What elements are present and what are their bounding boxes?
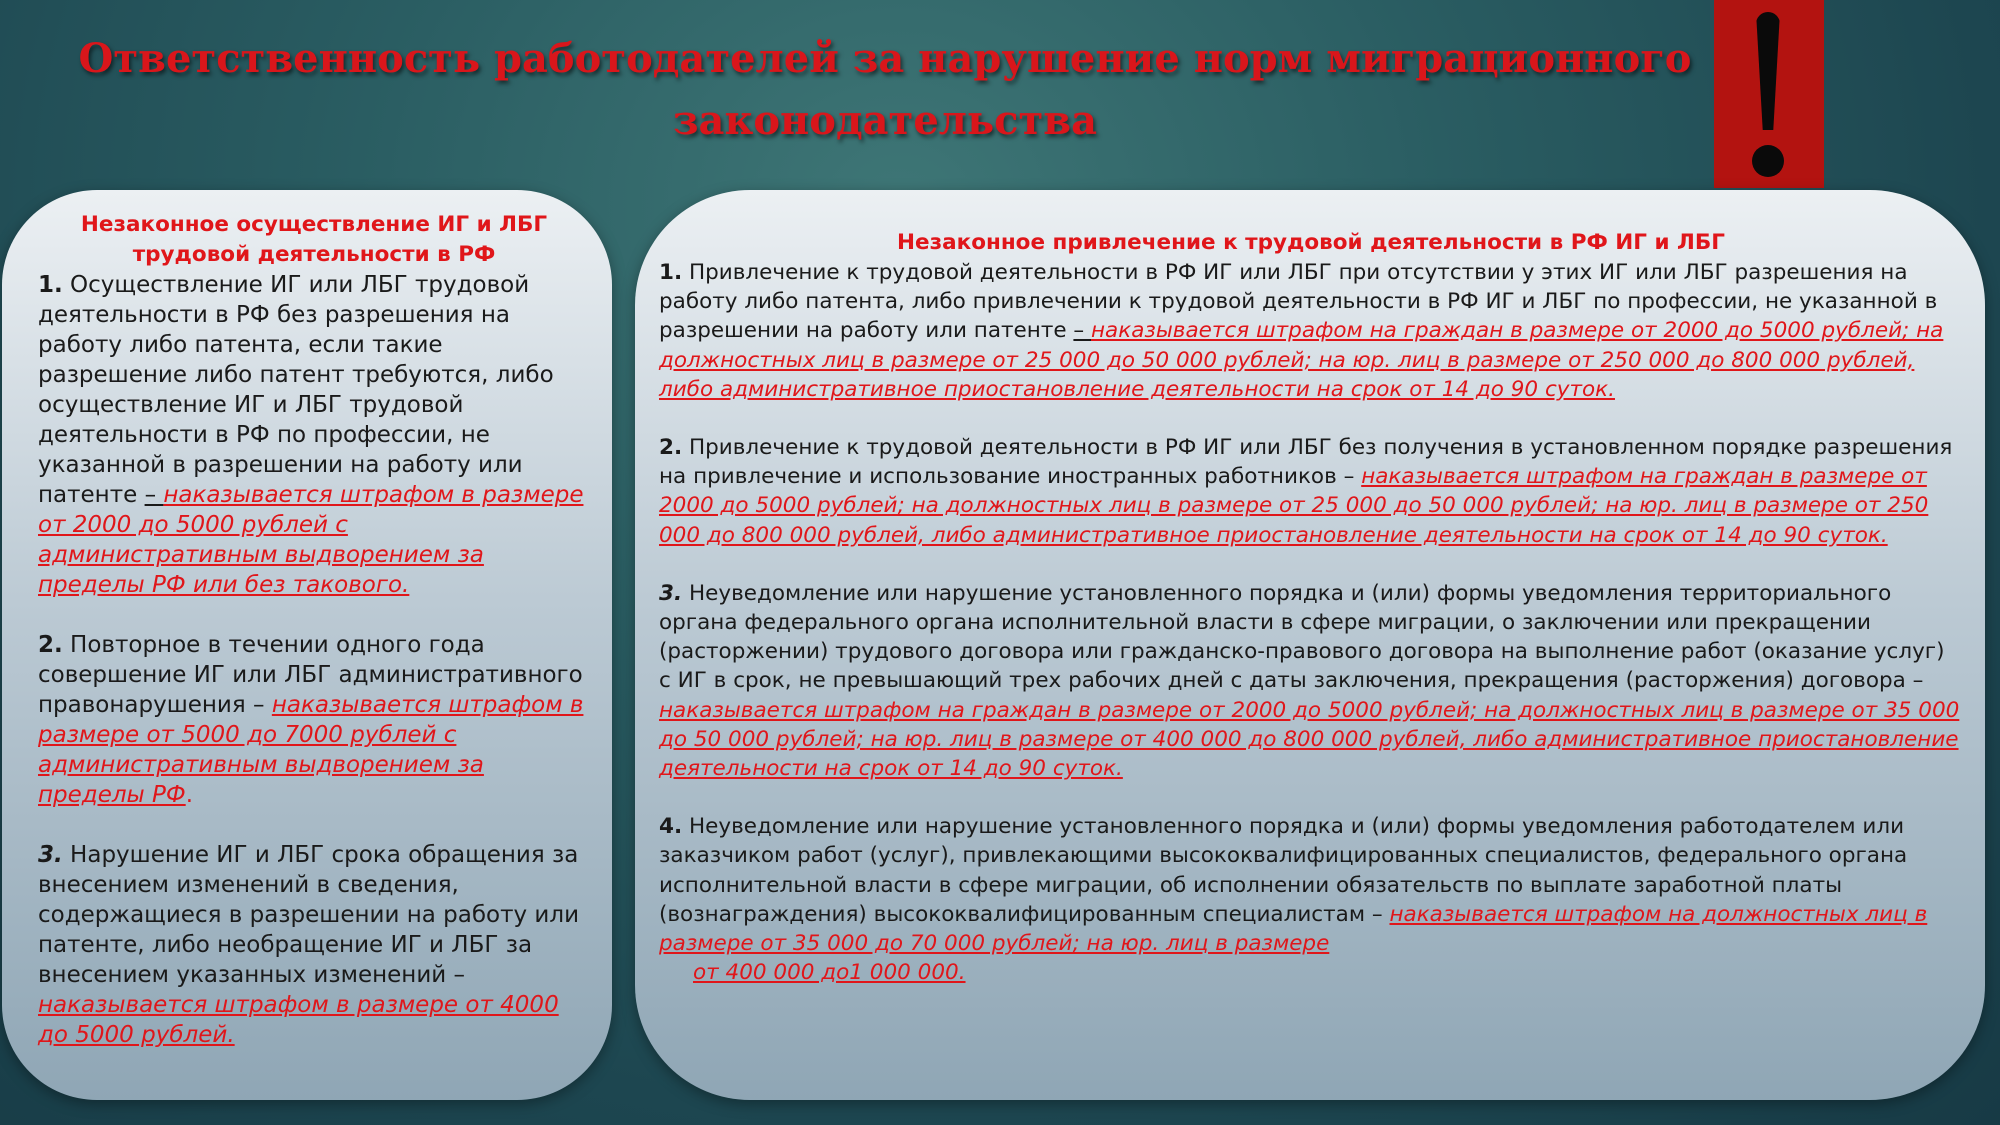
item-number: 3. xyxy=(38,842,63,868)
item-text: Неуведомление или нарушение установленного порядка и (или) формы уведомления работодателем или заказчиком работ (услуг), привлекающими высококвалифицированных специалистов, федерального органа исполнительной власти в сфере миграции, об исполнении обязательств по выплате заработной платы (вознаграждения) высококвалифицированным специалистам – xyxy=(659,814,1908,927)
item-number: 1. xyxy=(38,272,63,298)
item-text: Неуведомление или нарушение установленного порядка и (или) формы уведомления территориального органа федерального органа исполнительной власти в сфере миграции, о заключении или прекращении (расторжении) трудового договора или гражданско-правового договора на выполнение работ (оказание услуг) с ИГ в срок, не превышающий трех рабочих дней с даты заключения, прекращения (расторжения) договора – xyxy=(659,580,1945,694)
item-penalty: наказывается штрафом в размере от 5000 до 7000 рублей с административным выдворением за пределы РФ xyxy=(38,692,584,808)
left-card xyxy=(2,190,612,1100)
item-penalty: наказывается штрафом в размере от 4000 до 5000 рублей. xyxy=(38,992,559,1048)
item-tail: . xyxy=(185,782,193,808)
right-item-4 xyxy=(659,812,1963,987)
left-card-heading: Незаконное осуществление ИГ и ЛБГ трудовой деятельности в РФ xyxy=(80,212,548,267)
item-dash: – xyxy=(1073,318,1091,344)
item-number: 2. xyxy=(38,632,63,658)
exclamation-icon xyxy=(1756,12,1780,130)
right-item-2 xyxy=(659,433,1963,550)
left-card-body xyxy=(38,270,590,1050)
item-penalty: наказывается штрафом на граждан в размере от 2000 до 5000 рублей; на должностных лиц в размере от 25 000 до 50 000 рублей; на юр. лиц в размере от 250 000 до 800 000 рублей, либо административное приостановление деятельности на срок от 14 до 90 суток. xyxy=(659,318,1944,402)
right-card xyxy=(635,190,1985,1100)
right-card-heading: Незаконное привлечение к трудовой деятельности в РФ ИГ и ЛБГ xyxy=(897,230,1725,255)
warning-badge xyxy=(1714,0,1824,188)
page-title-line-1: Ответственность работодателей за нарушение норм миграционного xyxy=(78,35,1692,82)
item-penalty-continued: от 400 000 до1 000 000. xyxy=(693,960,966,986)
item-penalty: наказывается штрафом в размере от 2000 до 5000 рублей с административным выдворением за пределы РФ или без такового. xyxy=(38,482,584,598)
item-number: 1. xyxy=(659,260,683,285)
page-title-line-2: законодательства xyxy=(673,97,1097,144)
item-number: 2. xyxy=(659,435,683,461)
right-item-3 xyxy=(659,579,1963,783)
left-item-1 xyxy=(38,270,590,600)
right-item-1 xyxy=(659,258,1963,404)
item-text: Осуществление ИГ или ЛБГ трудовой деятельности в РФ без разрешения на работу либо патента, если такие разрешение либо патент требуются, либо осуществление ИГ и ЛБГ трудовой деятельности в РФ по профессии, не указанной в разрешении на работу или патенте xyxy=(38,272,554,508)
item-penalty: наказывается штрафом на граждан в размере от 2000 до 5000 рублей; на должностных лиц в размере от 35 000 до 50 000 рублей; на юр. лиц в размере от 400 000 до 800 000 рублей, либо административное приостановление деятельности на срок от 14 до 90 суток. xyxy=(659,697,1960,782)
item-penalty: наказывается штрафом на должностных лиц в размере от 35 000 до 70 000 рублей; на юр. лиц в размере xyxy=(659,901,1928,957)
item-text: Нарушение ИГ и ЛБГ срока обращения за внесением изменений в сведения, содержащиеся в разрешении на работу или патенте, либо необращение ИГ и ЛБГ за внесением указанных изменений – xyxy=(38,842,580,988)
item-number: 3. xyxy=(659,580,683,606)
exclamation-dot-icon xyxy=(1752,145,1784,177)
right-card-body xyxy=(659,258,1963,987)
item-text: Привлечение к трудовой деятельности в РФ ИГ или ЛБГ при отсутствии у этих ИГ или ЛБГ разрешения на работу либо патента, либо привлечении к трудовой деятельности в РФ ИГ и ЛБГ по профессии, не указанной в разрешении на работу или патенте xyxy=(659,260,1938,344)
page-title xyxy=(40,28,1730,152)
item-penalty: наказывается штрафом на граждан в размере от 2000 до 5000 рублей; на должностных лиц в размере от 25 000 до 50 000 рублей; на юр. лиц в размере от 250 000 до 800 000 рублей, либо административное приостановление деятельности на срок от 14 до 90 суток. xyxy=(659,464,1929,548)
item-number: 4. xyxy=(659,814,683,840)
left-item-2 xyxy=(38,630,590,810)
item-text: Привлечение к трудовой деятельности в РФ ИГ или ЛБГ без получения в установленном порядке разрешения на привлечение и использование иностранных работников – xyxy=(659,435,1953,490)
left-item-3 xyxy=(38,840,590,1050)
item-text: Повторное в течении одного года совершение ИГ или ЛБГ административного правонарушения – xyxy=(38,632,583,718)
item-dash: – xyxy=(144,482,164,508)
